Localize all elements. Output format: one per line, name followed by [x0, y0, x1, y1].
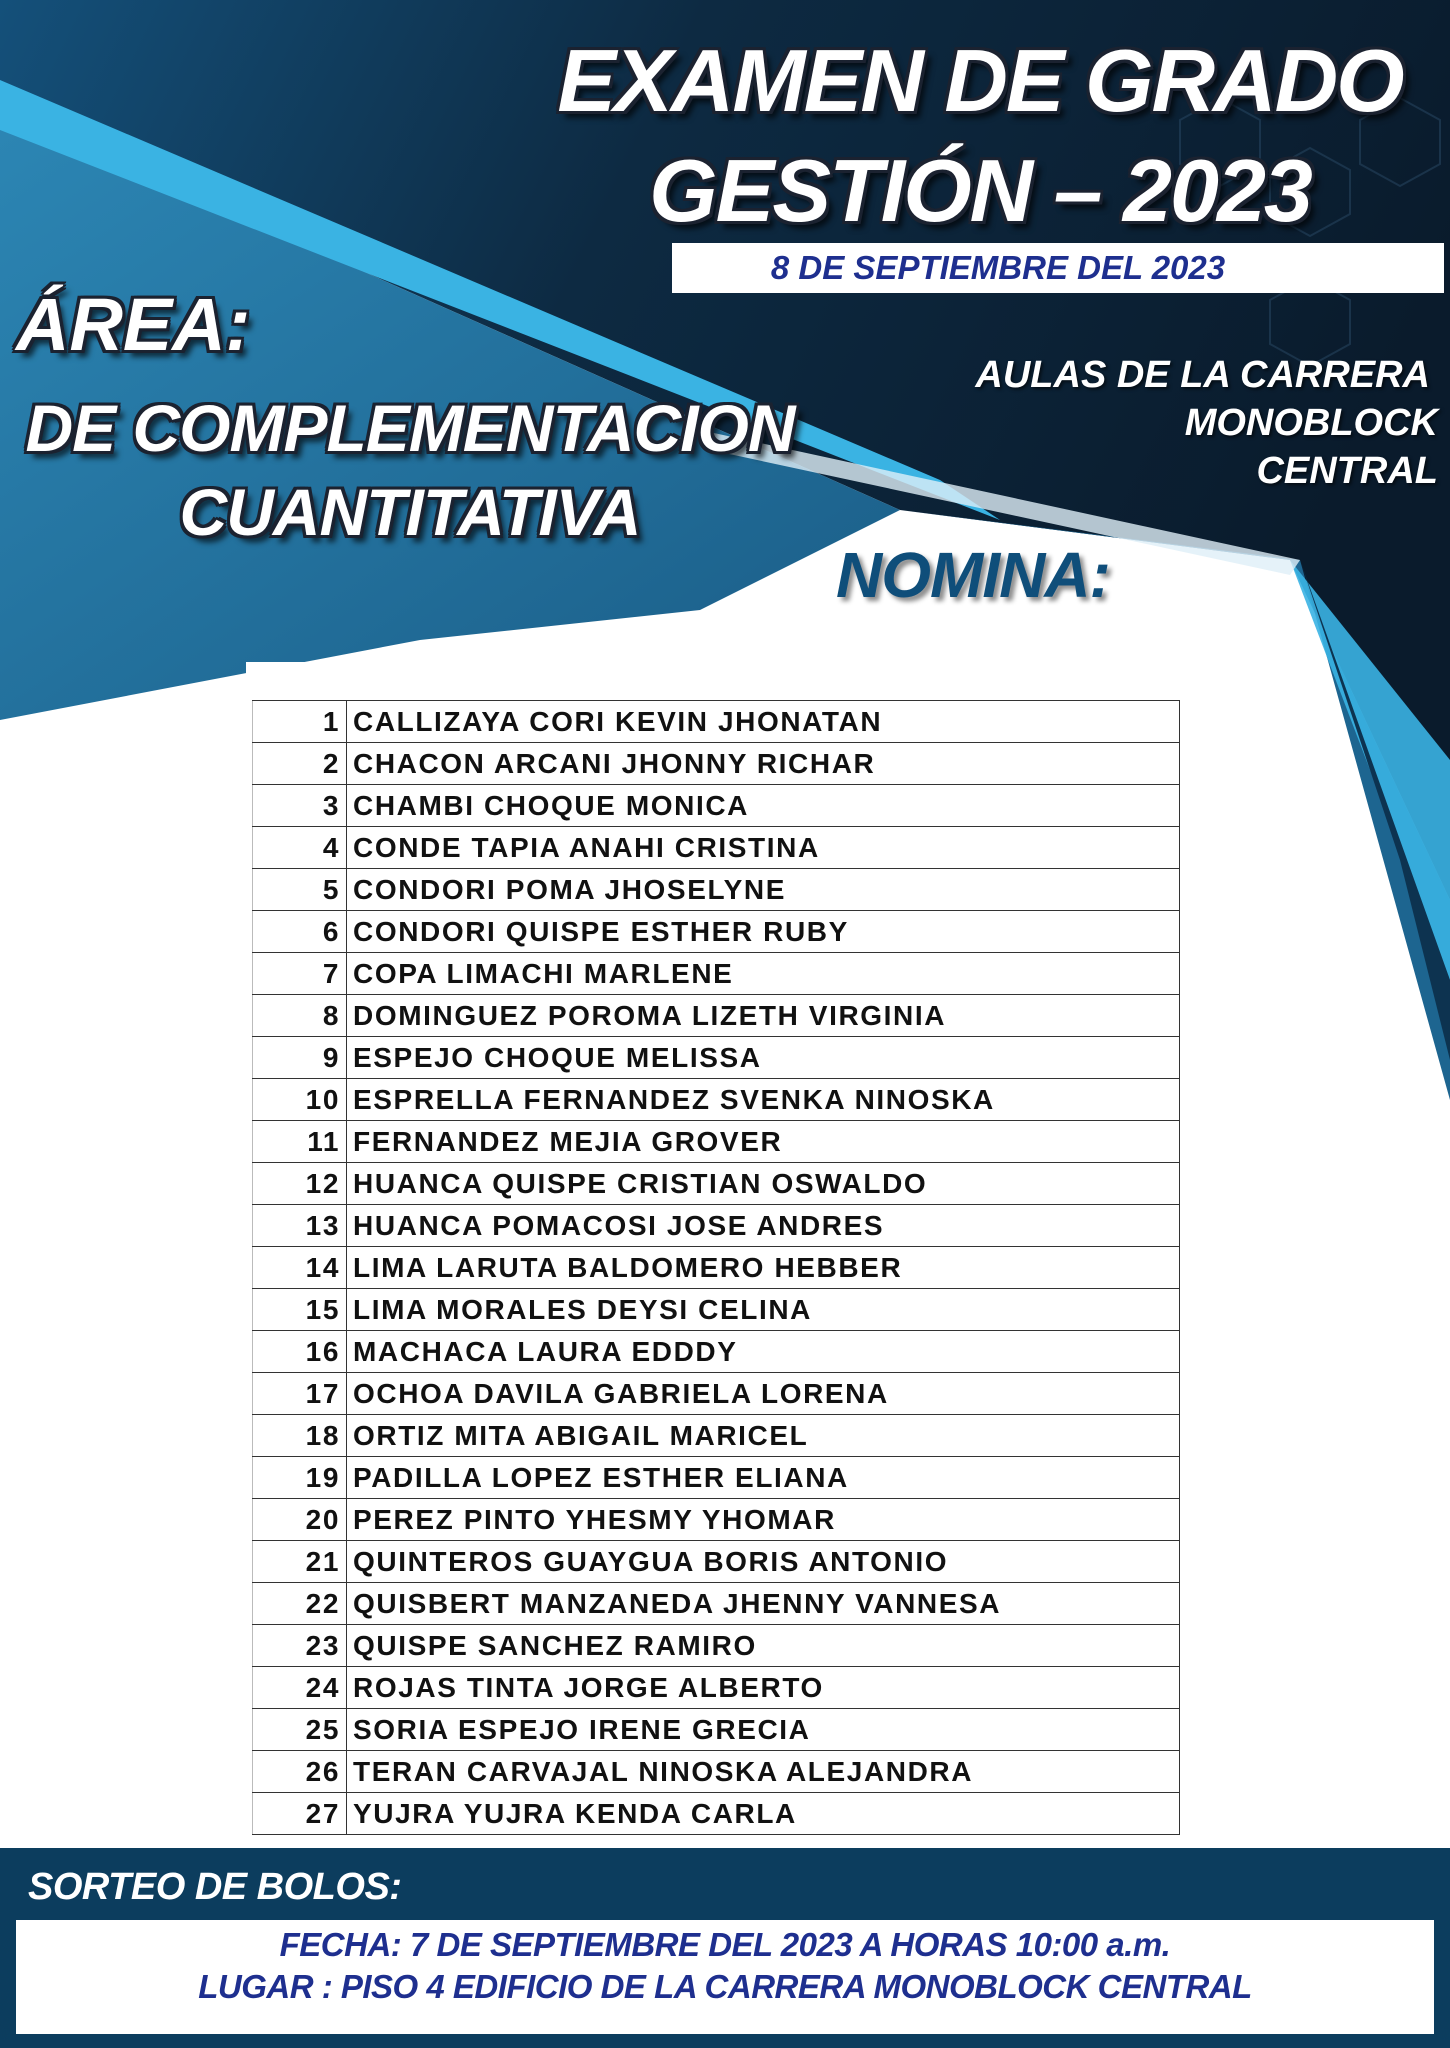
- row-number: 19: [253, 1457, 347, 1499]
- row-number: 12: [253, 1163, 347, 1205]
- student-name: CHAMBI CHOQUE MONICA: [347, 785, 1180, 827]
- row-number: 7: [253, 953, 347, 995]
- student-name: MACHACA LAURA EDDDY: [347, 1331, 1180, 1373]
- title-line-2: GESTIÓN – 2023: [649, 141, 1311, 240]
- area-name-line-2: CUANTITATIVA: [179, 475, 641, 549]
- row-number: 17: [253, 1373, 347, 1415]
- student-name: PADILLA LOPEZ ESTHER ELIANA: [347, 1457, 1180, 1499]
- exam-date: 8 DE SEPTIEMBRE DEL 2023: [672, 243, 1444, 293]
- student-name: ROJAS TINTA JORGE ALBERTO: [347, 1667, 1180, 1709]
- table-row: [253, 785, 1180, 827]
- row-number: 2: [253, 743, 347, 785]
- row-number: 14: [253, 1247, 347, 1289]
- table-row: [253, 827, 1180, 869]
- row-number: 13: [253, 1205, 347, 1247]
- area-label: ÁREA:: [16, 283, 251, 366]
- student-name: ESPRELLA FERNANDEZ SVENKA NINOSKA: [347, 1079, 1180, 1121]
- table-row: [253, 1331, 1180, 1373]
- student-name: DOMINGUEZ POROMA LIZETH VIRGINIA: [347, 995, 1180, 1037]
- row-number: 4: [253, 827, 347, 869]
- row-number: 27: [253, 1793, 347, 1835]
- row-number: 24: [253, 1667, 347, 1709]
- table-row: [253, 1373, 1180, 1415]
- table-row: [253, 1793, 1180, 1835]
- student-name: ORTIZ MITA ABIGAIL MARICEL: [347, 1415, 1180, 1457]
- table-row: [253, 953, 1180, 995]
- student-name: SORIA ESPEJO IRENE GRECIA: [347, 1709, 1180, 1751]
- student-name: QUISBERT MANZANEDA JHENNY VANNESA: [347, 1583, 1180, 1625]
- row-number: 15: [253, 1289, 347, 1331]
- table-row: [253, 1751, 1180, 1793]
- row-number: 8: [253, 995, 347, 1037]
- nomina-heading: NOMINA:: [836, 539, 1110, 611]
- row-number: 5: [253, 869, 347, 911]
- table-row: [253, 1709, 1180, 1751]
- student-name: CHACON ARCANI JHONNY RICHAR: [347, 743, 1180, 785]
- student-name: CONDORI QUISPE ESTHER RUBY: [347, 911, 1180, 953]
- sorteo-fecha: FECHA: 7 DE SEPTIEMBRE DEL 2023 A HORAS 10:00 a.m.: [279, 1926, 1171, 1963]
- table-row: [253, 1163, 1180, 1205]
- table-row: [253, 1205, 1180, 1247]
- row-number: 9: [253, 1037, 347, 1079]
- row-number: 16: [253, 1331, 347, 1373]
- student-name: CONDE TAPIA ANAHI CRISTINA: [347, 827, 1180, 869]
- row-number: 3: [253, 785, 347, 827]
- student-name: LIMA MORALES DEYSI CELINA: [347, 1289, 1180, 1331]
- student-name: OCHOA DAVILA GABRIELA LORENA: [347, 1373, 1180, 1415]
- student-name: LIMA LARUTA BALDOMERO HEBBER: [347, 1247, 1180, 1289]
- student-name: CONDORI POMA JHOSELYNE: [347, 869, 1180, 911]
- row-number: 23: [253, 1625, 347, 1667]
- row-number: 21: [253, 1541, 347, 1583]
- location-line-1: AULAS DE LA CARRERA: [975, 354, 1430, 396]
- table-row: [253, 1247, 1180, 1289]
- student-name: ESPEJO CHOQUE MELISSA: [347, 1037, 1180, 1079]
- table-row: [253, 1457, 1180, 1499]
- row-number: 11: [253, 1121, 347, 1163]
- row-number: 6: [253, 911, 347, 953]
- row-number: 10: [253, 1079, 347, 1121]
- student-name: HUANCA POMACOSI JOSE ANDRES: [347, 1205, 1180, 1247]
- student-name: QUINTEROS GUAYGUA BORIS ANTONIO: [347, 1541, 1180, 1583]
- table-row: [253, 1415, 1180, 1457]
- student-name: COPA LIMACHI MARLENE: [347, 953, 1180, 995]
- table-row: [253, 1583, 1180, 1625]
- student-name: HUANCA QUISPE CRISTIAN OSWALDO: [347, 1163, 1180, 1205]
- student-name: QUISPE SANCHEZ RAMIRO: [347, 1625, 1180, 1667]
- student-name: PEREZ PINTO YHESMY YHOMAR: [347, 1499, 1180, 1541]
- table-row: [253, 869, 1180, 911]
- student-name: CALLIZAYA CORI KEVIN JHONATAN: [347, 701, 1180, 743]
- area-name-line-1: DE COMPLEMENTACION: [25, 391, 795, 465]
- table-row: [253, 1667, 1180, 1709]
- table-row: [253, 1625, 1180, 1667]
- student-name: FERNANDEZ MEJIA GROVER: [347, 1121, 1180, 1163]
- row-number: 18: [253, 1415, 347, 1457]
- table-row: [253, 1289, 1180, 1331]
- row-number: 25: [253, 1709, 347, 1751]
- row-number: 20: [253, 1499, 347, 1541]
- table-row: [253, 911, 1180, 953]
- sorteo-heading: SORTEO DE BOLOS:: [28, 1866, 402, 1908]
- student-name: YUJRA YUJRA KENDA CARLA: [347, 1793, 1180, 1835]
- row-number: 22: [253, 1583, 347, 1625]
- table-row: [253, 1121, 1180, 1163]
- table-row: [253, 743, 1180, 785]
- table-row: [253, 995, 1180, 1037]
- table-row: [253, 1499, 1180, 1541]
- row-number: 1: [253, 701, 347, 743]
- table-row: [253, 1079, 1180, 1121]
- roster-table: [252, 700, 1180, 1835]
- row-number: 26: [253, 1751, 347, 1793]
- table-row: [253, 1541, 1180, 1583]
- student-name: TERAN CARVAJAL NINOSKA ALEJANDRA: [347, 1751, 1180, 1793]
- table-row: [253, 701, 1180, 743]
- table-row: [253, 1037, 1180, 1079]
- location-line-2: MONOBLOCK: [1184, 402, 1438, 444]
- title-line-1: EXAMEN DE GRADO: [557, 31, 1403, 130]
- location-line-3: CENTRAL: [1256, 450, 1438, 492]
- sorteo-lugar: LUGAR : PISO 4 EDIFICIO DE LA CARRERA MONOBLOCK CENTRAL: [198, 1968, 1252, 2005]
